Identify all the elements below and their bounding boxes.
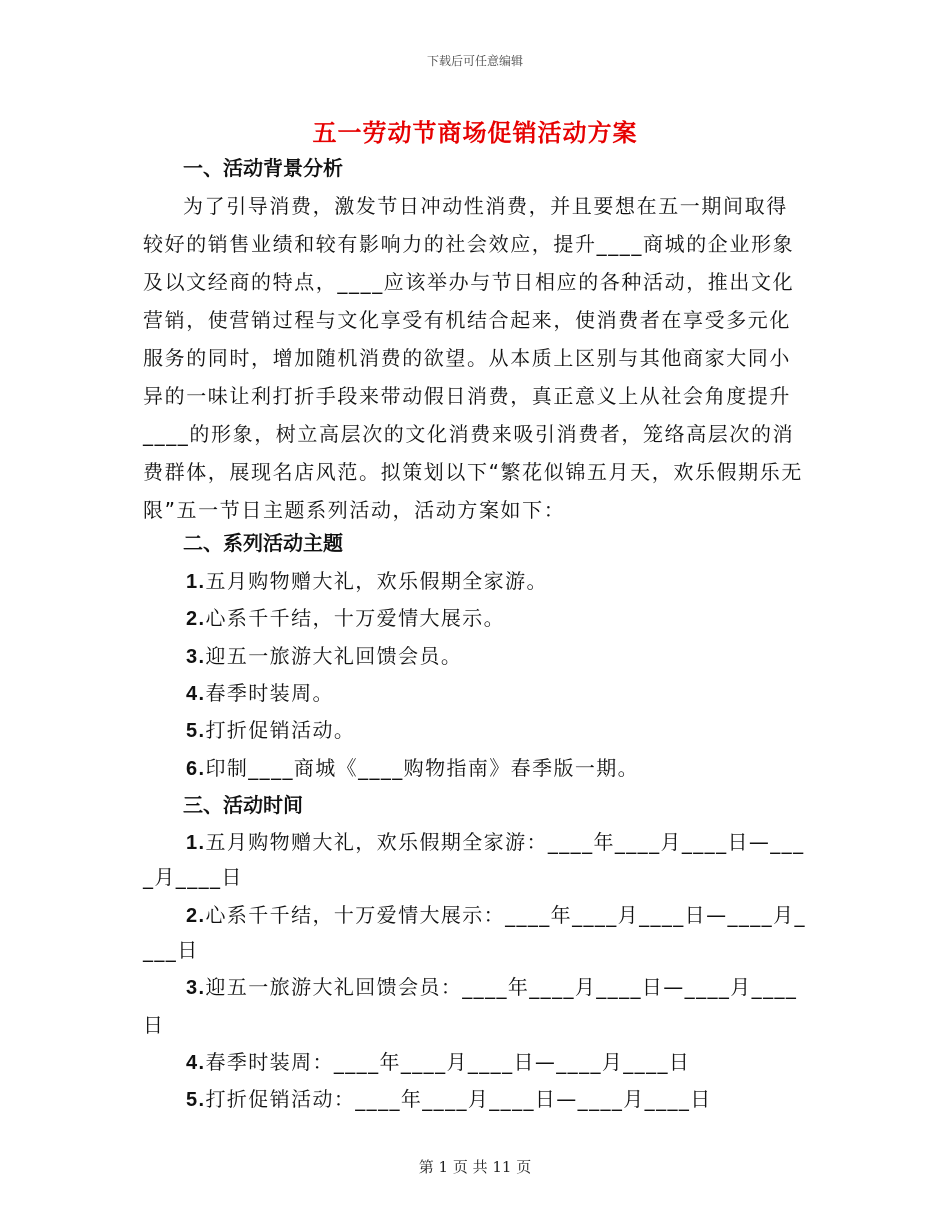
schedule-item: 5.打折促销活动：____年____月____日—____月____日	[186, 1087, 712, 1111]
background-paragraph: 为了引导消费，激发节日冲动性消费，并且要想在五一期间取得较好的销售业绩和较有影响力的社会效应，提升____商城的企业形象及以文经商的特点，____应该举办与节日相应的各种活动，推出文化营销，使营销过程与文化享受有机结合起来，使消费者在享受多元化服务的同时，增加随机消费的欲望。从本质上区别与其他商家大同小异的一味让利打折手段来带动假日消费，真正意义上从社会角度提升____的形象，树立高层次的文化消费来吸引消费者，笼络高层次的消费群体，展现名店风范。拟策划以下“繁花似锦五月天，欢乐假期乐无限”五一节日主题系列活动，活动方案如下：	[143, 194, 803, 522]
theme-item: 4.春季时装周。	[186, 681, 334, 705]
theme-item: 1.五月购物赠大礼，欢乐假期全家游。	[186, 569, 548, 593]
theme-item: 2.心系千千结，十万爱情大展示。	[186, 606, 506, 630]
schedule-item-continuation: 日	[143, 1013, 165, 1037]
document-title: 五一劳动节商场促销活动方案	[312, 119, 638, 147]
section-heading-themes: 二、系列活动主题	[183, 531, 343, 555]
schedule-item: 4.春季时装周：____年____月____日—____月____日	[186, 1050, 691, 1074]
schedule-item-continuation: _月____日	[143, 865, 243, 889]
schedule-item: 2.心系千千结，十万爱情大展示：____年____月____日—____月_	[186, 903, 806, 927]
page-footer: 第 1 页 共 11 页	[418, 1158, 532, 1176]
section-heading-schedule: 三、活动时间	[183, 793, 303, 817]
schedule-item-continuation: ___日	[143, 938, 199, 962]
schedule-item: 3.迎五一旅游大礼回馈会员：____年____月____日—____月____	[186, 975, 798, 999]
page-header-note: 下载后可任意编辑	[426, 54, 523, 68]
theme-item: 3.迎五一旅游大礼回馈会员。	[186, 644, 463, 668]
theme-item: 6.印制____商城《____购物指南》春季版一期。	[186, 756, 640, 780]
schedule-item: 1.五月购物赠大礼，欢乐假期全家游：____年____月____日—___	[186, 830, 805, 854]
theme-item: 5.打折促销活动。	[186, 718, 356, 742]
section-heading-background: 一、活动背景分析	[183, 156, 343, 180]
